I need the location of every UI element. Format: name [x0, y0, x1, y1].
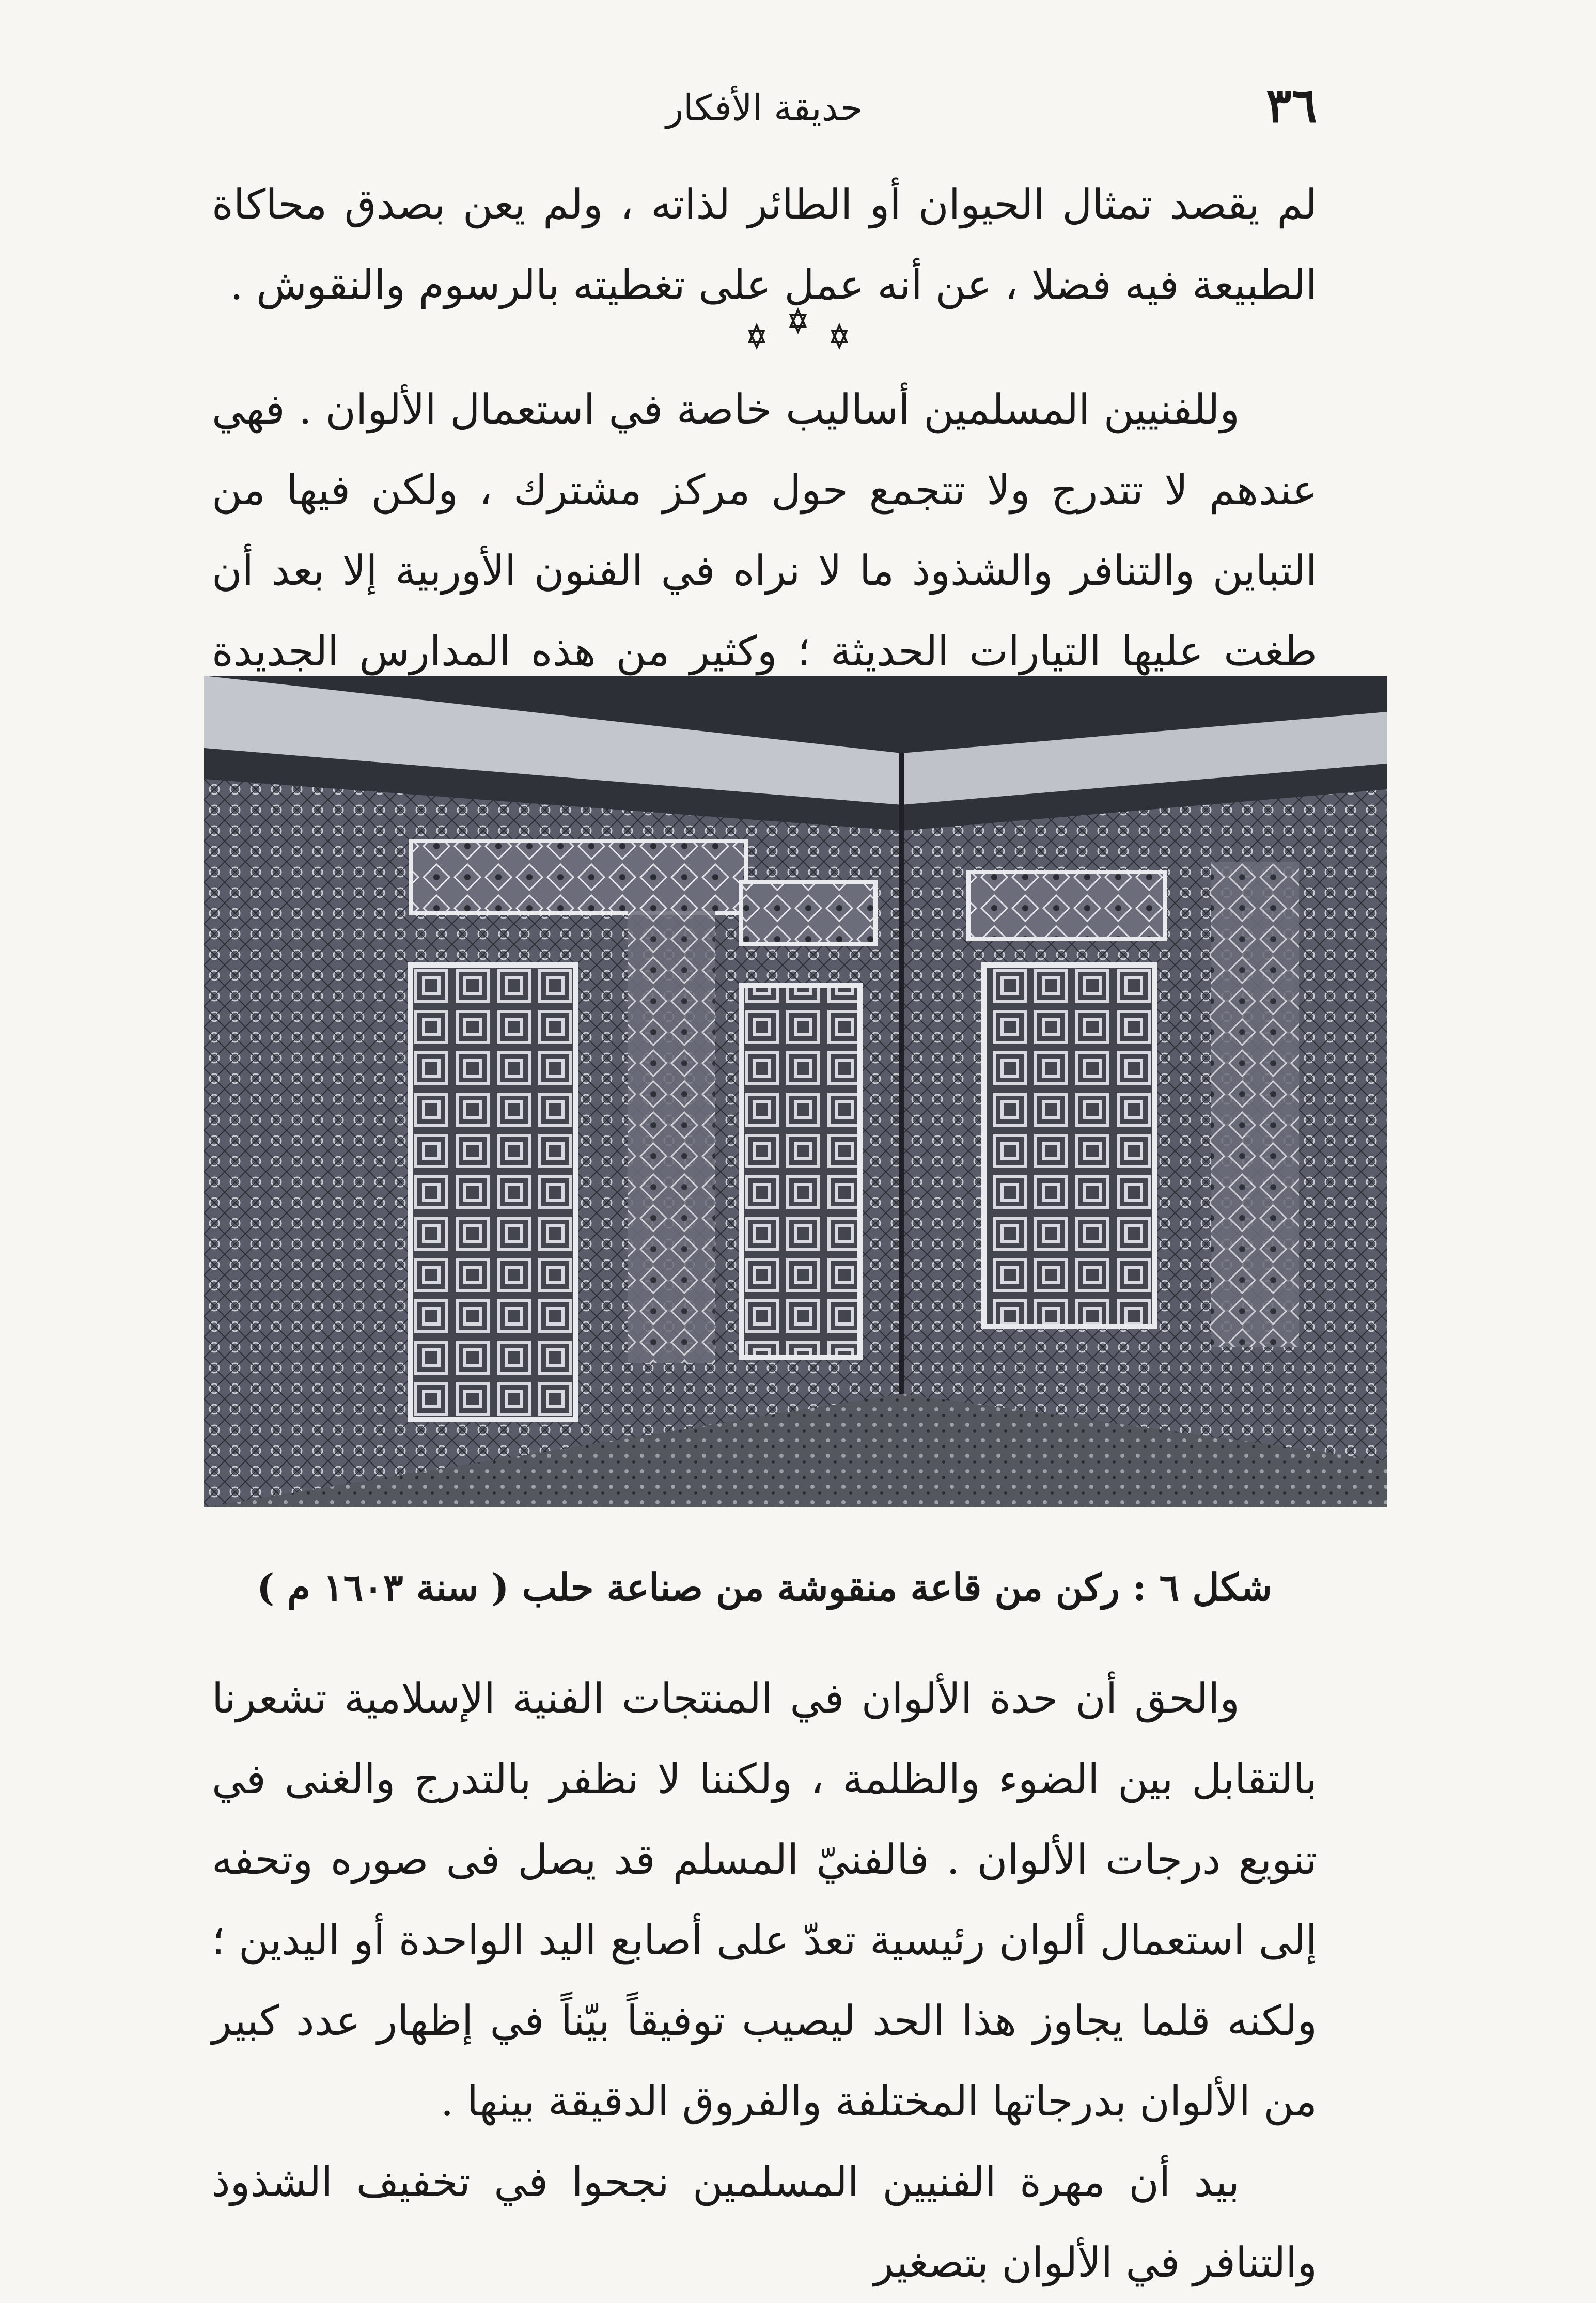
paragraph-text: وللفنيين المسلمين أساليب خاصة في استعمال الألوان . فهي عندهم لا تتدرج ولا تتجمع حول مركز مشترك ، ولكن فيها من التباين والتنافر والشذوذ ما لا نراه في الفنون الأوربية إلا بعد أن طغت عليها التيارات الحديثة ؛ وكثير من هذه المدارس الجديدة	[212, 385, 1317, 675]
figure-caption: شكل ٦ : ركن من قاعة منقوشة من صناعة حلب ( سنة ١٦٠٣ م )	[257, 1565, 1272, 1609]
paragraph-text: بيد أن مهرة الفنيين المسلمين نجحوا في تخفيف الشذوذ والتنافر في الألوان بتصغير	[212, 2158, 1317, 2286]
paragraph-1	[212, 164, 1317, 325]
running-title: حديقة الأفكار	[666, 87, 863, 129]
paragraph-text: لم يقصد تمثال الحيوان أو الطائر لذاته ، ولم يعن بصدق محاكاة الطبيعة فيه فضلا ، عن أنه عمل على تغطيته بالرسوم والنقوش .	[212, 180, 1317, 309]
paragraph-text: والحق أن حدة الألوان في المنتجات الفنية الإسلامية تشعرنا بالتقابل بين الضوء والظلمة ، ولكننا لا نظفر بالتدرج والغنى في تنويع درجات الألوان . فالفنيّ المسلم قد يصل فى صوره وتحفه إلى استعمال ألوان رئيسية تعدّ على أصابع اليد الواحدة أو اليدين ؛ ولكنه قلما يجاوز هذا الحد ليصيب توفيقاً بيّناً في إظهار عدد كبير من الألوان بدرجاتها المختلفة والفروق الدقيقة بينها .	[212, 1674, 1318, 2125]
paragraph-3	[212, 1658, 1317, 2303]
three-stars-ornament-icon	[721, 305, 875, 367]
page-number: ٣٦	[1266, 77, 1317, 133]
page-header	[212, 77, 1317, 145]
photograph-carved-room-corner-icon	[204, 676, 1387, 1507]
